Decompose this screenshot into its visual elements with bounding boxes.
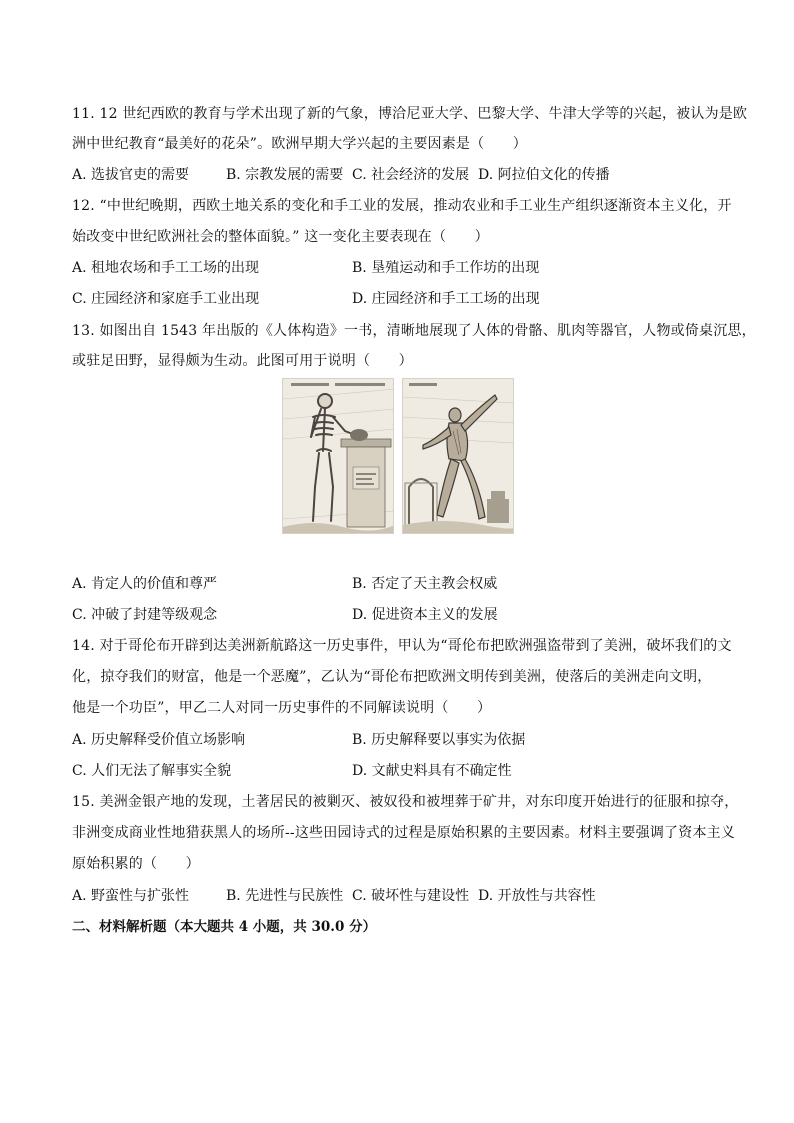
q15-line-3: 原始积累的（ ） xyxy=(72,856,200,872)
q13-line-2: 或驻足田野，显得颇为生动。此图可用于说明（ ） xyxy=(72,353,413,369)
q13-option-a: A. 肯定人的价值和尊严 xyxy=(72,576,218,592)
muscle-figure-engraving xyxy=(402,378,514,534)
q14-option-b: B. 历史解释要以事实为依据 xyxy=(352,732,526,748)
q14-option-a: A. 历史解释受价值立场影响 xyxy=(72,732,246,748)
q13-line-1: 13. 如图出自 1543 年出版的《人体构造》一书，清晰地展现了人体的骨骼、肌肉等器官，人物或倚桌沉思， xyxy=(72,323,756,339)
q15-option-d: D. 开放性与共容性 xyxy=(478,888,596,904)
q12-option-a: A. 租地农场和手工工场的出现 xyxy=(72,260,260,276)
q12-line-1: 12. “中世纪晚期，西欧土地关系的变化和手工业的发展，推动农业和手工业生产组织逐渐资本主义化，开 xyxy=(72,198,732,214)
q13-option-d: D. 促进资本主义的发展 xyxy=(352,607,498,623)
skeleton-engraving xyxy=(282,378,394,534)
q11-option-b: B. 宗教发展的需要 xyxy=(226,167,344,183)
q11-option-a: A. 选拔官吏的需要 xyxy=(72,167,190,183)
q15-option-b: B. 先进性与民族性 xyxy=(226,888,344,904)
q15-option-a: A. 野蛮性与扩张性 xyxy=(72,888,190,904)
q14-option-d: D. 文献史料具有不确定性 xyxy=(352,763,512,779)
q15-line-2: 非洲变成商业性地猎获黑人的场所--这些田园诗式的过程是原始积累的主要因素。材料主要强调了资本主义 xyxy=(72,825,736,841)
anatomy-illustration xyxy=(282,378,514,534)
q15-line-1: 15. 美洲金银产地的发现，土著居民的被剿灭、被奴役和被埋葬于矿井，对东印度开始进行的征服和掠夺， xyxy=(72,794,739,810)
q14-line-1: 14. 对于哥伦布开辟到达美洲新航路这一历史事件，甲认为“哥伦布把欧洲强盗带到了美洲，破坏我们的文 xyxy=(72,638,732,654)
q11-option-c: C. 社会经济的发展 xyxy=(352,167,470,183)
q13-option-b: B. 否定了天主教会权威 xyxy=(352,576,498,592)
q12-option-c: C. 庄园经济和家庭手工业出现 xyxy=(72,291,260,307)
q12-option-b: B. 垦殖运动和手工作坊的出现 xyxy=(352,260,540,276)
q11-option-d: D. 阿拉伯文化的传播 xyxy=(478,167,610,183)
q15-option-c: C. 破坏性与建设性 xyxy=(352,888,470,904)
q14-line-2: 化，掠夺我们的财富，他是一个恶魔”，乙认为“哥伦布把欧洲文明传到美洲，使落后的美洲走向文明， xyxy=(72,669,712,685)
q14-line-3: 他是一个功臣”，甲乙二人对同一历史事件的不同解读说明（ ） xyxy=(72,700,492,716)
q12-line-2: 始改变中世纪欧洲社会的整体面貌。” 这一变化主要表现在（ ） xyxy=(72,229,489,245)
q11-line-1: 11. 12 世纪西欧的教育与学术出现了新的气象，博洽尼亚大学、巴黎大学、牛津大学等的兴起，被认为是欧 xyxy=(72,106,748,122)
q14-option-c: C. 人们无法了解事实全貌 xyxy=(72,763,232,779)
q12-option-d: D. 庄园经济和手工工场的出现 xyxy=(352,291,540,307)
q11-line-2: 洲中世纪教育“最美好的花朵”。欧洲早期大学兴起的主要因素是（ ） xyxy=(72,136,527,152)
section-heading: 二、材料解析题（本大题共 4 小题，共 30.0 分） xyxy=(72,919,377,935)
q13-option-c: C. 冲破了封建等级观念 xyxy=(72,607,218,623)
